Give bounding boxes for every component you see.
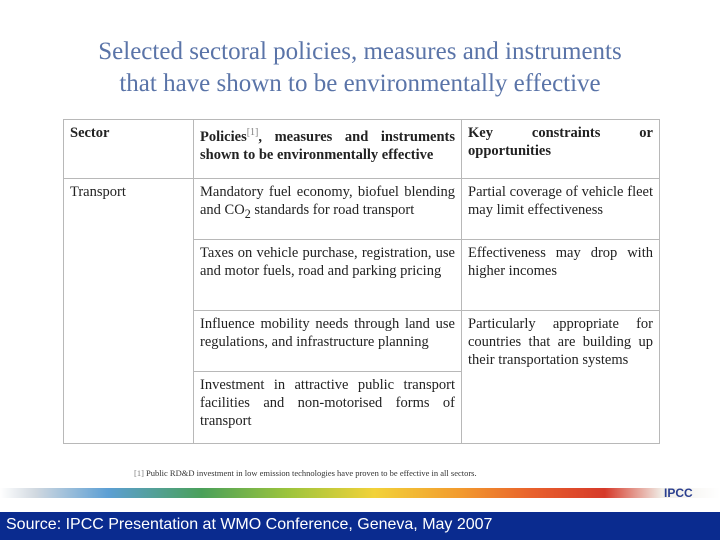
header-policies-word: Policies xyxy=(200,128,247,145)
policy-text: Mandatory fuel economy, biofuel blending and CO xyxy=(200,184,455,218)
ipcc-logo: IPCC xyxy=(664,486,693,500)
constraint-cell: Partial coverage of vehicle fleet may limit effectiveness xyxy=(462,179,660,240)
slide-title-line-1: Selected sectoral policies, measures and instruments xyxy=(98,38,622,65)
footnote-ref: [1] xyxy=(134,468,144,478)
policy-cell: Taxes on vehicle purchase, registration, use and motor fuels, road and parking pricing xyxy=(194,240,462,311)
policy-cell: Influence mobility needs through land use regulations, and infrastructure planning xyxy=(194,311,462,372)
table-header-row xyxy=(64,120,660,179)
constraint-cell: Effectiveness may drop with higher incomes xyxy=(462,240,660,311)
table-row xyxy=(64,179,660,240)
policy-cell: Investment in attractive public transport facilities and non-motorised forms of transport xyxy=(194,372,462,444)
header-policies-footnote-ref: [1] xyxy=(246,127,259,138)
source-footer xyxy=(0,512,720,540)
footnote-text: Public RD&D investment in low emission technologies have proven to be effective in all sectors. xyxy=(143,468,477,478)
policy-table xyxy=(63,119,660,444)
policy-subscript: 2 xyxy=(244,206,251,221)
slide-title-line-2: that have shown to be environmentally effective xyxy=(119,70,601,97)
policy-text-rest: standards for road transport xyxy=(250,202,415,218)
slide-title xyxy=(0,36,720,100)
header-policies-rest: , measures and instruments shown to be environmentally effective xyxy=(200,128,455,163)
policy-cell xyxy=(194,179,462,240)
footnote xyxy=(134,468,477,478)
header-sector: Sector xyxy=(64,120,194,179)
header-constraints: Key constraints or opportunities xyxy=(462,120,660,179)
rainbow-band xyxy=(0,488,720,498)
source-text: Source: IPCC Presentation at WMO Conference, Geneva, May 2007 xyxy=(6,516,493,533)
header-policies xyxy=(194,120,462,179)
sector-cell: Transport xyxy=(64,179,194,444)
constraint-cell: Particularly appropriate for countries that are building up their transportation systems xyxy=(462,311,660,444)
